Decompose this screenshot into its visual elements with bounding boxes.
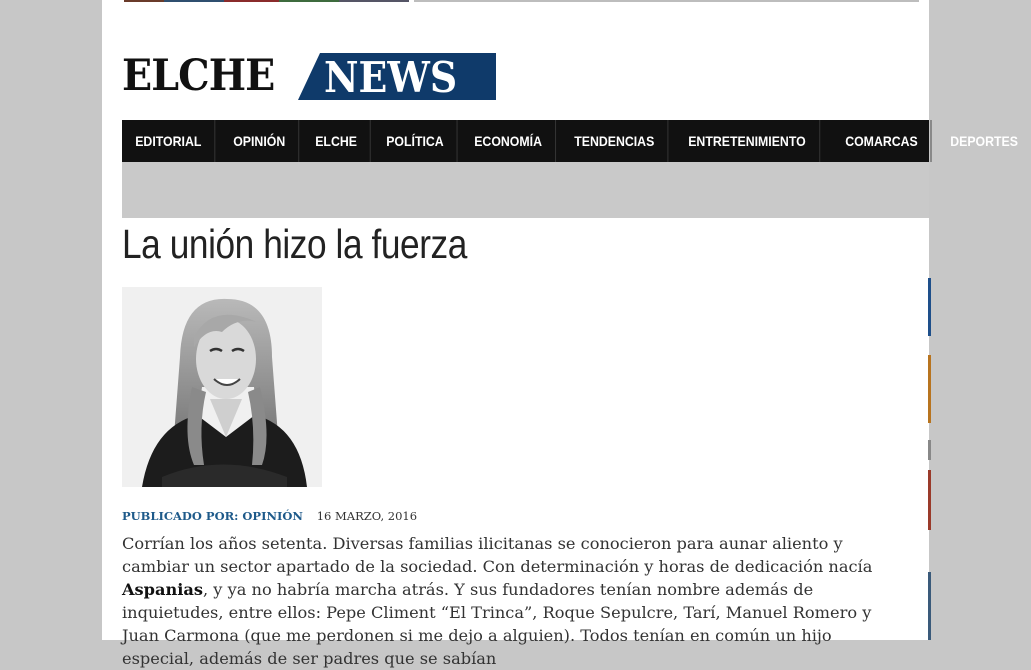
- nav-item-politica[interactable]: POLÍTICA: [373, 120, 458, 162]
- logo-elche: ELCHE: [122, 51, 275, 101]
- nav-item-opinion[interactable]: OPINIÓN: [220, 120, 299, 162]
- page-content: [102, 0, 1019, 668]
- body-bold-aspanias: Aspanias: [122, 580, 204, 599]
- site-logo[interactable]: [122, 53, 496, 100]
- nav-item-deportes[interactable]: DEPORTES: [950, 133, 1019, 149]
- article-meta: [122, 509, 417, 523]
- top-ad-strip: [124, 0, 919, 2]
- nav-item-tendencias[interactable]: TENDENCIAS: [561, 120, 668, 162]
- author-portrait-icon: [122, 287, 322, 487]
- body-text-part2: , y ya no habría marcha atrás. Y sus fundadores tenían nombre además de inquietudes, entre ellos: Pepe Climent “El Trinca”, Roque Sepulcre, Tarí, Manuel Romero y Juan Carmona (que me perdonen si me dejo a alguien). Todos tenían en común un hijo especial, además de ser padres que se sabían: [122, 580, 872, 668]
- article-body: [122, 532, 892, 670]
- nav-item-editorial[interactable]: EDITORIAL: [122, 120, 215, 162]
- article-title: La unión hizo la fuerza: [122, 221, 467, 267]
- publish-date: 16 MARZO, 2016: [316, 509, 418, 523]
- body-text-part1: Corrían los años setenta. Diversas familias ilicitanas se conocieron para aunar aliento y cambiar un sector apartado de la sociedad. Con determinación y horas de dedicación nacía: [122, 534, 873, 576]
- nav-item-entretenimiento[interactable]: ENTRETENIMIENTO: [675, 120, 820, 162]
- nav-item-comarcas[interactable]: COMARCAS: [832, 120, 932, 162]
- main-nav: [122, 120, 1019, 162]
- author-photo: [122, 287, 322, 487]
- byline-link[interactable]: PUBLICADO POR: OPINIÓN: [122, 509, 303, 523]
- ad-banner-placeholder: [122, 162, 929, 218]
- nav-item-economia[interactable]: ECONOMÍA: [461, 120, 556, 162]
- nav-item-elche[interactable]: ELCHE: [302, 120, 371, 162]
- logo-news: NEWS: [324, 53, 458, 102]
